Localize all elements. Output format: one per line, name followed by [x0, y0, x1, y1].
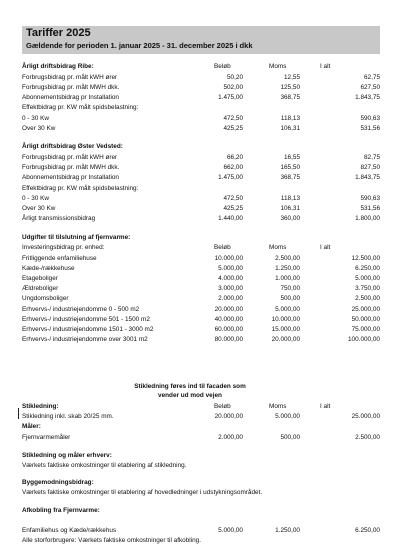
row-moms: 500,00	[280, 434, 300, 441]
col-belob: Beløb	[214, 244, 231, 251]
row-belob: 502,00	[223, 84, 243, 91]
row-belob: 80.000,00	[214, 336, 243, 343]
row-ialt: 25.000,00	[351, 306, 380, 313]
row-moms: 15.000,00	[271, 326, 300, 333]
table-row	[22, 163, 380, 172]
row-ialt: 25.000,00	[351, 413, 380, 420]
row-belob: 2.000,00	[218, 295, 243, 302]
row-label: Abonnementsbidrag pr Installation	[22, 94, 119, 101]
table-row	[22, 184, 380, 193]
table-row	[22, 294, 380, 303]
vedsted-heading: Årligt driftsbidrag Øster Vedsted:	[22, 143, 123, 150]
row-belob: 50,20	[227, 74, 243, 81]
erhverv-heading: Stikledning og måler erhverv:	[22, 452, 112, 459]
row-belob: 1.440,00	[218, 215, 243, 222]
row-label: Enfamiliehus og Kæde/rækkehus	[22, 527, 117, 534]
row-moms: 5.000,00	[275, 413, 300, 420]
table-row	[22, 305, 380, 314]
table-row	[22, 412, 380, 421]
row-ialt: 1.800,00	[355, 215, 380, 222]
table-row	[22, 214, 380, 223]
table-row	[22, 325, 380, 334]
row-ialt: 6.250,00	[355, 527, 380, 534]
udgifter-subhead: Investeringsbidrag pr. enhed:	[22, 244, 105, 251]
row-belob: 662,00	[223, 164, 243, 171]
row-label: Stikledning inkl. skab 20/25 mm.	[22, 413, 114, 420]
row-belob: 1.475,00	[218, 174, 243, 181]
row-ialt: 531,56	[360, 205, 380, 212]
row-label: Fritliggende enfamiliehuse	[22, 255, 97, 262]
table-row	[22, 526, 380, 535]
row-moms: 20.000,00	[271, 336, 300, 343]
afkobling-text-row	[22, 536, 380, 545]
row-ialt: 6.250,00	[355, 265, 380, 272]
row-moms: 1.250,00	[275, 265, 300, 272]
row-belob: 2.000,00	[218, 434, 243, 441]
row-label: Over 30 Kw	[22, 205, 56, 212]
udgifter-heading: Udgifter til tilslutning af fjernvarme:	[22, 234, 131, 241]
erhverv-text: Værkets faktiske omkostninger til etablering af stikledning.	[22, 462, 187, 469]
stikledning-header-row	[22, 402, 380, 411]
row-moms: 16,55	[284, 154, 300, 161]
ribe-heading: Årligt driftsbidrag Ribe:	[22, 63, 94, 70]
table-row	[22, 114, 380, 123]
row-label: Erhvervs-/ industriejendomme 0 - 500 m2	[22, 306, 140, 313]
row-label: Ungdomsboliger	[22, 295, 69, 302]
table-row	[22, 103, 380, 112]
row-label: Abonnementsbidrag pr Installation	[22, 174, 119, 181]
col-moms: Moms	[269, 403, 287, 410]
row-label: Ældreboliger	[22, 285, 59, 292]
row-label: Forbrugsbidrag pr. målt kWH ører	[22, 74, 118, 81]
change-bar	[18, 408, 19, 419]
row-moms: 12,55	[284, 74, 300, 81]
afkobling-text: Alle storforbrugere: Værkets faktiske omkostninger til afkobling.	[22, 537, 202, 544]
byggemodning-text-row	[22, 488, 380, 497]
byggemodning-heading-row	[22, 478, 380, 487]
row-ialt: 82,75	[364, 154, 380, 161]
row-moms: 10.000,00	[271, 316, 300, 323]
row-label: Over 30 Kw	[22, 125, 56, 132]
row-moms: 750,00	[280, 285, 300, 292]
erhverv-text-row	[22, 461, 380, 470]
row-moms: 106,31	[280, 125, 300, 132]
row-ialt: 827,50	[360, 164, 380, 171]
row-ialt: 627,50	[360, 84, 380, 91]
row-belob: 472,50	[223, 115, 243, 122]
row-moms: 500,00	[280, 295, 300, 302]
row-moms: 368,75	[280, 174, 300, 181]
row-ialt: 531,56	[360, 125, 380, 132]
table-row	[22, 194, 380, 203]
row-ialt: 50.000,00	[351, 316, 380, 323]
ribe-header-row	[22, 62, 380, 71]
table-row	[22, 335, 380, 344]
row-belob: 5.000,00	[218, 527, 243, 534]
table-row	[22, 315, 380, 324]
row-ialt: 2.500,00	[355, 295, 380, 302]
udgifter-subheader-row	[22, 243, 380, 252]
maaler-label: Måler:	[22, 423, 41, 430]
col-ialt: I alt	[320, 403, 331, 410]
row-moms: 368,75	[280, 94, 300, 101]
afkobling-heading-row	[22, 506, 380, 515]
row-label: Effektbidrag pr. KW målt spidsbelastning:	[22, 185, 139, 192]
row-belob: 472,50	[223, 195, 243, 202]
afkobling-heading: Afkobling fra Fjernvarme:	[22, 507, 100, 514]
row-ialt: 3.750,00	[355, 285, 380, 292]
row-belob: 10.000,00	[214, 255, 243, 262]
row-belob: 40.000,00	[214, 316, 243, 323]
row-ialt: 590,63	[360, 115, 380, 122]
udgifter-header-row	[22, 233, 380, 242]
maaler-header-row	[22, 422, 380, 431]
row-moms: 1.000,00	[275, 275, 300, 282]
table-row	[22, 83, 380, 92]
row-label: Erhvervs-/ industriejendomme 501 - 1500 m2	[22, 316, 150, 323]
table-row	[22, 153, 380, 162]
table-row	[22, 274, 380, 283]
row-moms: 1.250,00	[275, 527, 300, 534]
row-ialt: 590,63	[360, 195, 380, 202]
row-label: Årligt transmissionsbidrag	[22, 215, 96, 222]
col-belob: Beløb	[214, 63, 231, 70]
row-belob: 20.000,00	[214, 413, 243, 420]
row-label: Fjernvarmemåler	[22, 434, 71, 441]
row-belob: 4.000,00	[218, 275, 243, 282]
table-row	[22, 284, 380, 293]
row-label: Erhvervs-/ industriejendomme over 3001 m2	[22, 336, 148, 343]
row-label: Forbrugsbidrag pr. målt MWH dkk.	[22, 84, 120, 91]
row-moms: 2.500,00	[275, 255, 300, 262]
row-belob: 60.000,00	[214, 326, 243, 333]
row-belob: 1.475,00	[218, 94, 243, 101]
title-banner	[22, 26, 380, 54]
table-row	[22, 173, 380, 182]
row-ialt: 1.843,75	[355, 174, 380, 181]
row-label: Kæde-/rækkehuse	[22, 265, 75, 272]
row-belob: 425,25	[223, 125, 243, 132]
table-row	[22, 204, 380, 213]
row-ialt: 12.500,00	[351, 255, 380, 262]
row-label: Forbrugsbidrag pr. målt MWH dkk.	[22, 164, 120, 171]
vedsted-header-row	[22, 142, 380, 151]
row-moms: 125,50	[280, 84, 300, 91]
table-row	[22, 124, 380, 133]
erhverv-heading-row	[22, 451, 380, 460]
col-belob: Beløb	[214, 403, 231, 410]
page-title: Tariffer 2025	[26, 27, 91, 39]
page-subtitle: Gældende for perioden 1. januar 2025 - 31. december 2025 i dkk	[26, 41, 253, 50]
row-belob: 5.000,00	[218, 265, 243, 272]
row-moms: 118,13	[280, 195, 300, 202]
row-moms: 118,13	[280, 115, 300, 122]
table-row	[22, 93, 380, 102]
table-row	[22, 254, 380, 263]
col-moms: Moms	[269, 63, 287, 70]
row-label: 0 - 30 Kw	[22, 115, 49, 122]
row-label: Etageboliger	[22, 275, 58, 282]
row-belob: 425,25	[223, 205, 243, 212]
col-ialt: I alt	[320, 244, 331, 251]
row-label: Forbrugsbidrag pr. målt kWH ører	[22, 154, 118, 161]
row-belob: 20.000,00	[214, 306, 243, 313]
row-ialt: 2.500,00	[355, 434, 380, 441]
byggemodning-text: Værkets faktiske omkostninger til etablering af hovedledninger i udstykningsområdet.	[22, 489, 263, 496]
row-ialt: 1.843,75	[355, 94, 380, 101]
col-moms: Moms	[269, 244, 287, 251]
row-moms: 165,50	[280, 164, 300, 171]
table-row	[22, 73, 380, 82]
row-moms: 106,31	[280, 205, 300, 212]
row-ialt: 5.000,00	[355, 275, 380, 282]
row-moms: 5.000,00	[275, 306, 300, 313]
col-ialt: I alt	[320, 63, 331, 70]
byggemodning-heading: Byggemodningsbidrag:	[22, 479, 94, 486]
row-ialt: 75.000,00	[351, 326, 380, 333]
stikledning-label: Stikledning:	[22, 403, 59, 410]
table-row	[22, 433, 380, 442]
row-label: Effektbidrag pr. KW målt spidsbelastning:	[22, 104, 139, 111]
row-ialt: 100.000,00	[348, 336, 380, 343]
row-label: 0 - 30 Kw	[22, 195, 49, 202]
row-moms: 360,00	[280, 215, 300, 222]
stikledning-note: Stikledning føres ind til facaden som vender ud mod vejen	[134, 383, 246, 399]
table-row	[22, 264, 380, 273]
row-ialt: 62,75	[364, 74, 380, 81]
row-belob: 66,20	[227, 154, 243, 161]
row-belob: 3.000,00	[218, 285, 243, 292]
row-label: Erhvervs-/ industriejendomme 1501 - 3000 m2	[22, 326, 154, 333]
